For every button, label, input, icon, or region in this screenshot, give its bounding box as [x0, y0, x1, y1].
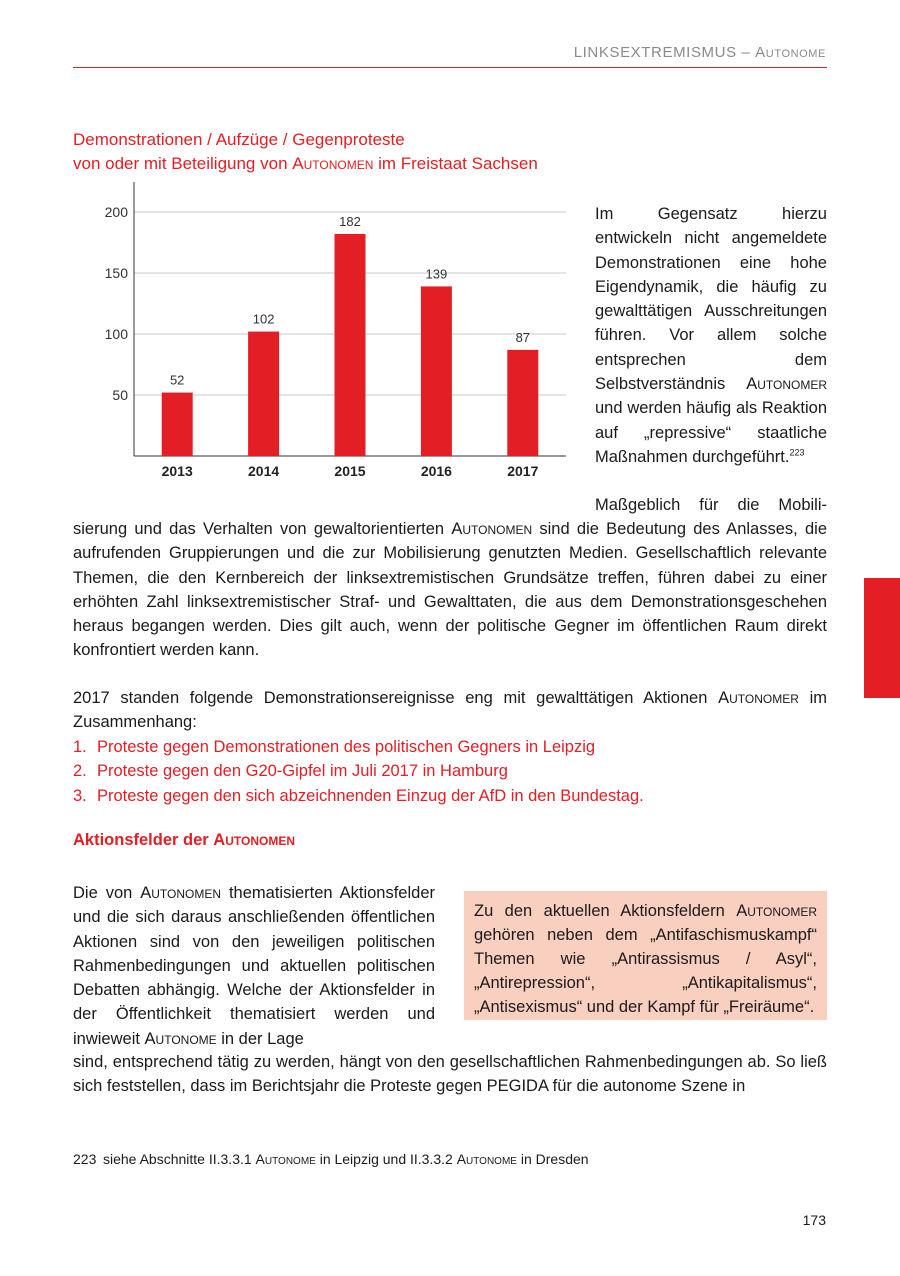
- y-tick-label: 200: [104, 204, 128, 220]
- section-heading: Aktionsfelder der Autonomen: [73, 831, 295, 849]
- figure-title-line-2: von oder mit Beteiligung von Autonomen im Freistaat Sachsen: [73, 154, 538, 173]
- list-item: 3. Proteste gegen den sich abzeichnenden Einzug der AfD in den Bundestag.: [73, 786, 644, 805]
- running-header: [574, 44, 826, 61]
- x-tick-label: 2013: [161, 463, 193, 479]
- x-tick-label: 2014: [248, 463, 280, 479]
- paragraph-gegensatz: Im Gegensatz hierzu entwickeln nicht angemeldete Demonstrationen eine hohe Eigendynamik, die häufig zu gewalttätigen Ausschreitungen führen. Vor allem solche entsprechen dem Selbstverständnis Autonomer und werden häufig als Reaktion auf „repressive“ staatliche Maßnahmen durchgeführt.$^{223}$: [595, 205, 827, 466]
- y-tick-label: 150: [104, 265, 128, 281]
- bar: [421, 286, 452, 456]
- y-tick-label: 50: [112, 387, 128, 403]
- x-tick-label: 2017: [507, 463, 539, 479]
- bar-chart: [88, 178, 578, 488]
- footnote-ref: 223: [789, 447, 805, 458]
- paragraph-aktionsfelder: Die von Autonomen thematisierten Aktionsfelder und die sich daraus anschließenden öffentlichen Aktionen sind von den jeweiligen politischen Rahmenbedingungen und aktuellen politischen Debatten abhängig. Welche der Aktionsfelder in der Öffentlichkeit thematisiert werden und inwieweit Autonome in der Lage: [73, 884, 435, 1048]
- x-tick-label: 2016: [420, 463, 452, 479]
- y-tick-label: 100: [104, 326, 128, 342]
- data-label: 87: [515, 329, 531, 345]
- callout-box: Zu den aktuellen Aktionsfeldern Autonomer gehören neben dem „Antifaschismuskampf“ Themen wie „Antirassismus / Asyl“, „Antirepression“, „Antikapitalismus“, „Antisexismus“ und der Kampf für „Freiräume“.: [464, 891, 827, 1020]
- bar: [507, 350, 538, 456]
- paragraph-continuation: sind, entsprechend tätig zu werden, hängt von den gesellschaftlichen Rahmenbedingungen ab. So ließ sich feststellen, dass im Berichtsjahr die Proteste gegen PEGIDA für die autonome Szene in: [73, 1053, 827, 1096]
- data-label: 182: [339, 213, 361, 229]
- figure-title-line-1: Demonstrationen / Aufzüge / Gegenproteste: [73, 130, 405, 149]
- data-label: 139: [425, 266, 448, 282]
- figure-title: [73, 128, 593, 176]
- page-number: 173: [802, 1212, 826, 1228]
- footnote-number: 223: [73, 1151, 97, 1167]
- data-label: 52: [169, 372, 185, 388]
- bar: [335, 234, 366, 456]
- list-item: 2. Proteste gegen den G20-Gipfel im Juli 2017 in Hamburg: [73, 762, 508, 781]
- bar: [248, 332, 279, 456]
- paragraph-mobilisierung-head: Maßgeblich für die Mobili-: [595, 496, 827, 514]
- footnote: 223 siehe Abschnitte II.3.3.1 Autonome in Leipzig und II.3.3.2 Autonome in Dresden: [73, 1151, 589, 1167]
- header-rule: [73, 67, 827, 68]
- x-tick-label: 2015: [334, 463, 366, 479]
- list-item: 1. Proteste gegen Demonstrationen des politischen Gegners in Leipzig: [73, 738, 596, 756]
- data-label: 102: [252, 311, 275, 327]
- chapter-tab: [864, 578, 900, 698]
- protest-list: [73, 735, 827, 808]
- header-title: LINKSEXTREMISMUS –: [573, 44, 756, 61]
- paragraph-2017: 2017 standen folgende Demonstrationsereignisse eng mit gewalttätigen Aktionen Autonomer im Zusammenhang:: [73, 689, 827, 732]
- bar: [162, 393, 193, 456]
- paragraph-mobilisierung: sierung und das Verhalten von gewaltorientierten Autonomen sind die Bedeutung des Anlasses, die aufrufenden Gruppierungen und die zur Mobilisierung genutzten Medien. Gesellschaftlich relevante Themen, die den Kernbereich der linksextremistischen Grundsätze treffen, führen dabei zu einer erhöhten Zahl linksextremistischer Straf- und Gewalttaten, die aus dem Demonstrationsgeschehen heraus begangen werden. Dies gilt auch, wenn der politische Gegner im öffentlichen Raum direkt konfrontiert werden kann.: [73, 520, 827, 660]
- header-subtitle: Autonome: [755, 44, 826, 61]
